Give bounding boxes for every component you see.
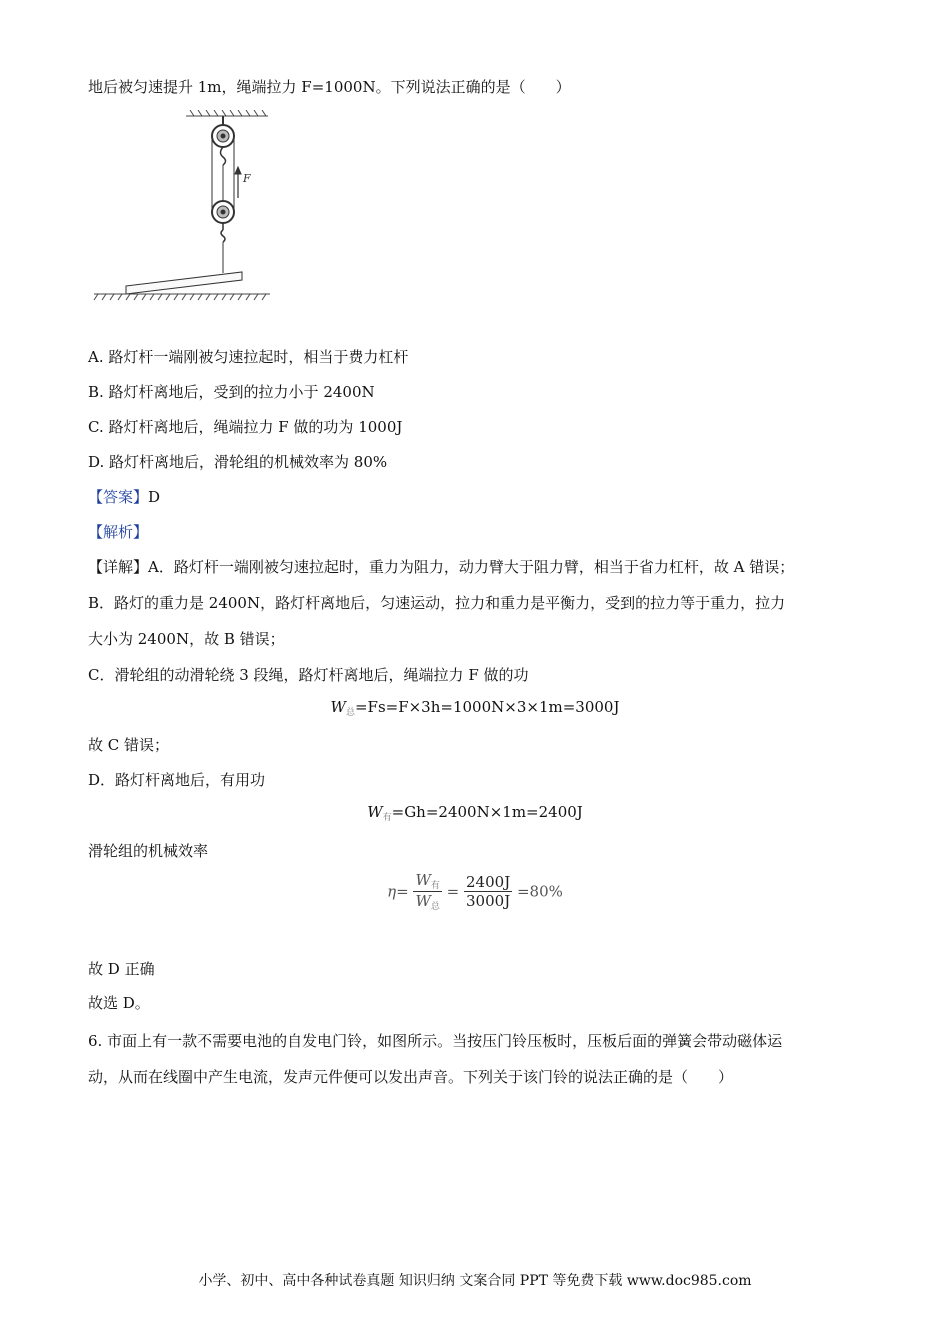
work-total-equation: [0, 698, 950, 718]
efficiency-equation: [0, 871, 950, 912]
detail-b-line1: B．路灯的重力是 2400N，路灯杆离地后，匀速运动，拉力和重力是平衡力，受到的拉力等于重力，拉力: [88, 594, 786, 612]
detail-c-line: C．滑轮组的动滑轮绕 3 段绳，路灯杆离地后，绳端拉力 F 做的功: [88, 666, 529, 684]
choose-line: 故选 D。: [88, 994, 150, 1012]
frac-den-sub: 总: [430, 902, 440, 912]
eq-w-subscript: 总: [345, 708, 355, 718]
option-b: B. 路灯杆离地后，受到的拉力小于 2400N: [88, 383, 375, 401]
eq-w-symbol: W: [330, 698, 346, 716]
eq-useful-w-symbol: W: [367, 803, 383, 821]
detail-d-end: 故 D 正确: [88, 960, 155, 978]
light-pole: [126, 272, 242, 294]
frac-num-w: W: [415, 871, 431, 889]
option-a: A. 路灯杆一端刚被匀速拉起时，相当于费力杠杆: [88, 348, 409, 366]
ceiling-hatch: [186, 110, 268, 116]
efficiency-result: =80%: [516, 882, 563, 901]
force-arrow: [235, 167, 241, 198]
pulley-diagram: [90, 110, 290, 305]
equals-sign: =: [446, 882, 460, 901]
force-label: F: [243, 172, 251, 185]
answer-line: [88, 486, 160, 507]
frac-value-den: 3000J: [466, 892, 511, 910]
frac-den-w: W: [415, 892, 431, 910]
ratio-fraction: [413, 871, 441, 912]
fixed-pulley: [212, 116, 234, 165]
page-footer: 小学、初中、高中各种试卷真题 知识归纳 文案合同 PPT 等免费下载 www.doc985.com: [198, 1273, 752, 1289]
movable-pulley: [212, 201, 234, 273]
option-c: C. 路灯杆离地后，绳端拉力 F 做的功为 1000J: [88, 418, 403, 436]
ground-hatch: [94, 294, 270, 300]
question6-line2: 动，从而在线圈中产生电流，发声元件便可以发出声音。下列关于该门铃的说法正确的是（ ）: [88, 1068, 734, 1086]
detail-d-line: D．路灯杆离地后，有用功: [88, 771, 266, 789]
detail-a-line: [88, 556, 794, 577]
eq-w-rest: =Fs=F×3h=1000N×3×1m=3000J: [354, 698, 620, 716]
value-fraction: [464, 873, 512, 910]
detail-a-text: A．路灯杆一端刚被匀速拉起时，重力为阻力，动力臂大于阻力臂，相当于省力杠杆，故 A 错误；: [148, 558, 795, 576]
answer-value: D: [148, 488, 161, 506]
useful-work-equation: [0, 803, 950, 823]
analysis-label: 【解析】: [88, 523, 149, 541]
efficiency-label: 滑轮组的机械效率: [88, 842, 209, 860]
detail-label: 【详解】: [88, 558, 149, 576]
detail-c-end: 故 C 错误；: [88, 736, 170, 754]
question6-line1: 6. 市面上有一款不需要电池的自发电门铃，如图所示。当按压门铃压板时，压板后面的弹簧会带动磁体运: [88, 1032, 783, 1050]
option-d: D. 路灯杆离地后，滑轮组的机械效率为 80%: [88, 453, 388, 471]
question-intro-line: 地后被匀速提升 1m，绳端拉力 F=1000N。下列说法正确的是（ ）: [88, 78, 571, 96]
answer-label: 【答案】: [88, 488, 149, 506]
eta-symbol: η=: [387, 882, 409, 901]
detail-b-line2: 大小为 2400N，故 B 错误；: [88, 630, 285, 648]
eq-useful-rest: =Gh=2400N×1m=2400J: [391, 803, 583, 821]
eq-useful-w-subscript: 有: [382, 813, 392, 823]
frac-num-sub: 有: [430, 881, 440, 891]
frac-value-num: 2400J: [466, 873, 511, 891]
